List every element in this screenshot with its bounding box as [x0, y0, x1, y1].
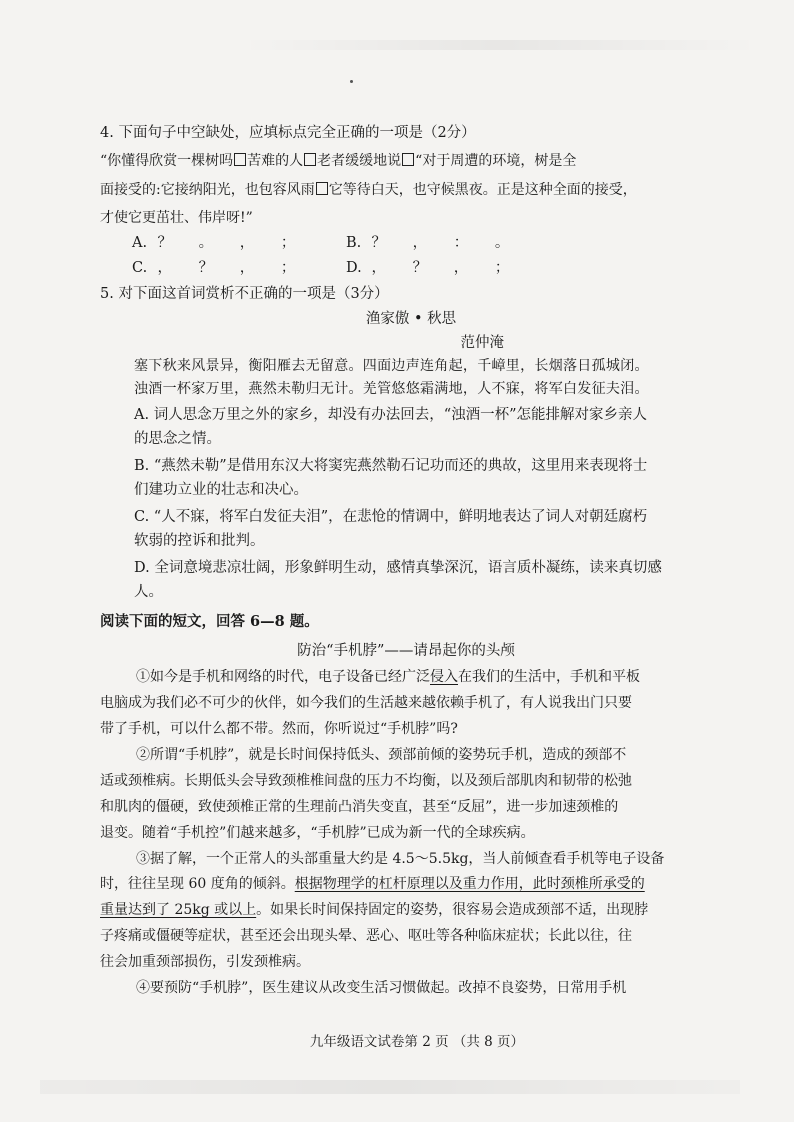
scan-shadow-bottom	[40, 1080, 740, 1094]
blank-box-icon	[316, 182, 328, 195]
essay-paragraph-3: ③据了解，一个正常人的头部重量大约是 4.5～5.5kg，当人前倾查看手机等电子设备 时，往往呈现 60 度角的倾斜。根据物理学的杠杆原理以及重力作用，此时颈椎所承受的 重量达到了 25kg 或以上。如果长时间保持固定的姿势，很容易会造成颈部不适，出现脖 子疼痛或僵硬等症状，甚至还会出现头晕、恶心、呕吐等各种临床症状；长此以往，往 往会加重颈部损伤，引发颈椎病。	[100, 850, 665, 971]
blank-box-icon	[304, 153, 316, 166]
q4-quote-line-1: “你懂得欣赏一棵树吗 苦难的人 老者缓缓地说 “对于周遭的环境，树是全	[100, 153, 577, 170]
q5-choice-c[interactable]: C. “人不寐，将军白发征夫泪”，在悲怆的情调中，鲜明地表达了词人对朝廷腐朽 软弱的控诉和批判。	[134, 509, 648, 549]
underlined-word: 侵入	[430, 669, 458, 686]
page-footer: 九年级语文试卷第 2 页 （共 8 页）	[309, 1034, 525, 1050]
q5-title: 5. 对下面这首词赏析不正确的一项是（3分）	[100, 285, 389, 302]
q4-options-row-1	[100, 232, 712, 255]
blank-box-icon	[234, 153, 246, 166]
q4-option-c[interactable]: C. ， ？ ， ；	[132, 260, 296, 277]
essay-title: 防治“手机脖”——请昂起你的头颅	[297, 642, 515, 659]
poem-line-1: 塞下秋来风景异，衡阳雁去无留意。四面边声连角起，千嶂里，长烟落日孤城闭。	[134, 358, 649, 375]
q5-choice-d[interactable]: D. 全词意境悲凉壮阔，形象鲜明生动，感情真挚深沉，语言质朴凝练，读来真切感 人。	[134, 560, 662, 600]
q5-choice-b[interactable]: B. “燕然未勒”是借用东汉大将窦宪燕然勒石记功而还的典故，这里用来表现将士 们建功立业的壮志和决心。	[134, 458, 648, 498]
q4-quote-line-3: 才使它更茁壮、伟岸呀!”	[100, 209, 253, 226]
q4-option-d[interactable]: D. ， ？ ， ；	[346, 260, 510, 277]
blank-box-icon	[402, 153, 414, 166]
poem-line-2: 浊酒一杯家万里，燕然未勒归无计。羌管悠悠霜满地，人不寐，将军白发征夫泪。	[134, 380, 649, 397]
q4-title: 4. 下面句子中空缺处，应填标点完全正确的一项是（2分）	[100, 125, 476, 141]
q4-quote-line-2: 面接受的:它接纳阳光，也包容风雨 它等待白天，也守候黑夜。正是这种全面的接受，	[100, 181, 637, 198]
essay-paragraph-1: ①如今是手机和网络的时代，电子设备已经广泛侵入在我们的生活中，手机和平板 电脑成为我们必不可少的伙伴，如今我们的生活越来越依赖手机了，有人说我出门只要 带了手机，可以什么都不带。然而，你听说过“手机脖”吗?	[100, 669, 640, 738]
reading-intro: 阅读下面的短文，回答 6—8 题。	[100, 613, 319, 631]
q4-option-a[interactable]: A. ？ 。 ， ；	[132, 234, 296, 251]
q5-choice-a[interactable]: A. 词人思念万里之外的家乡，却没有办法回去，“浊酒一杯”怎能排解对家乡亲人 的思念之情。	[134, 407, 648, 447]
q4-option-b[interactable]: B. ？ ， ： 。	[346, 234, 510, 251]
underlined-sentence-cont: 重量达到了 25kg 或以上	[100, 902, 257, 919]
underlined-sentence: 根据物理学的杠杆原理以及重力作用，此时颈椎所承受的	[294, 876, 645, 893]
essay-paragraph-2: ②所谓“手机脖”，就是长时间保持低头、颈部前倾的姿势玩手机，造成的颈部不 适或颈椎病。长期低头会导致颈椎椎间盘的压力不均衡，以及颈后部肌肉和韧带的松弛 和肌肉的僵硬，致使颈椎正常的生理前凸消失变直，甚至“反屈”，进一步加速颈椎的 退变。随着“手机控”们越来越多，“手机脖”已成为新一代的全球疾病。	[100, 747, 632, 841]
poem-author: 范仲淹	[460, 334, 504, 351]
q4-options-row-2	[100, 257, 712, 280]
essay-paragraph-4: ④要预防“手机脖”，医生建议从改变生活习惯做起。改掉不良姿势，日常用手机	[136, 980, 627, 997]
poem-title: 渔家傲 • 秋思	[365, 311, 457, 328]
